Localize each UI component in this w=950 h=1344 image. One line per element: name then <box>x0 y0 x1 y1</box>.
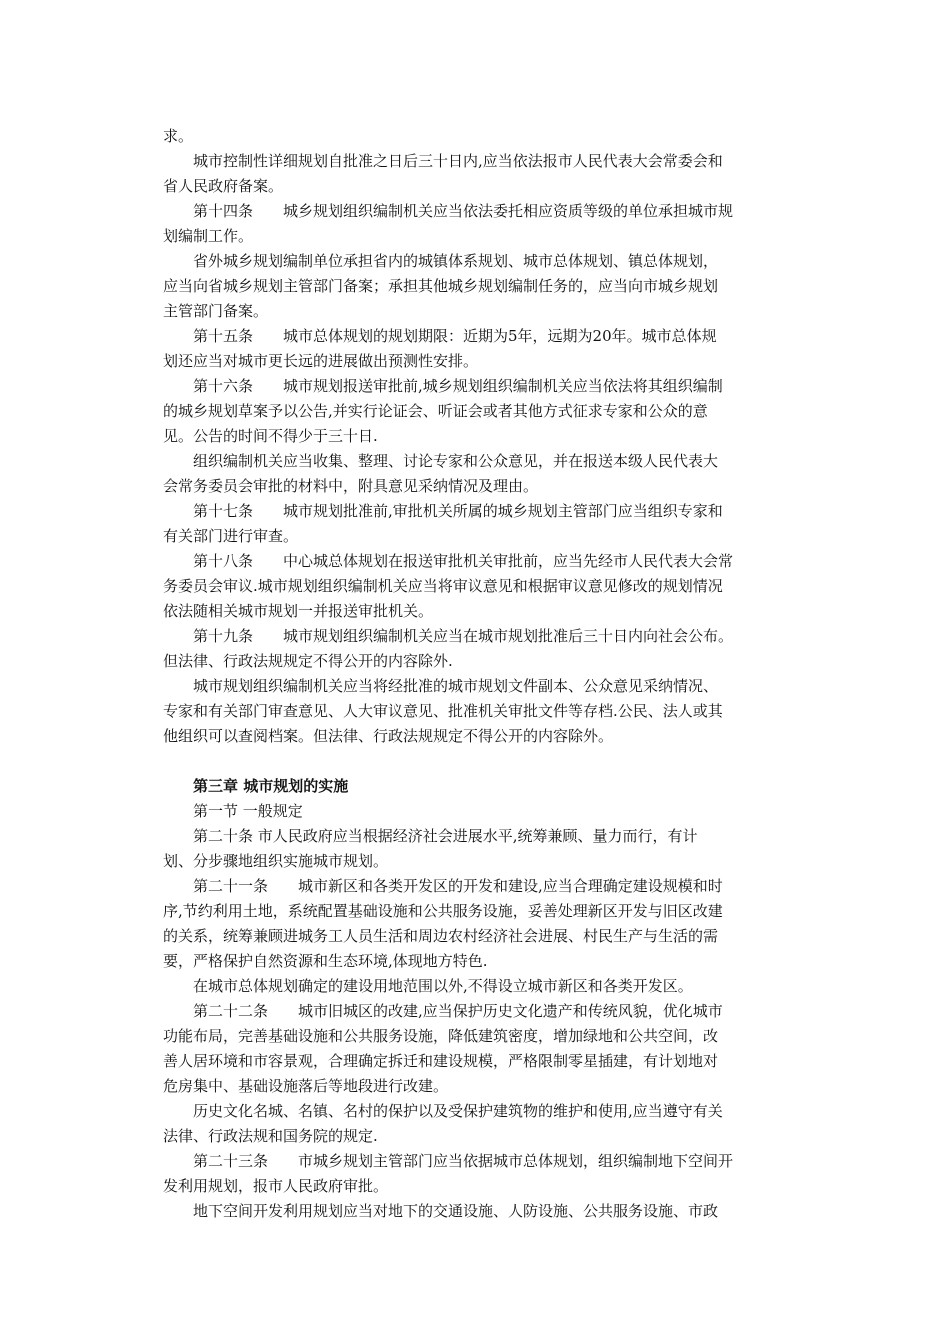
text-line: 划还应当对城市更长远的进展做出预测性安排。 <box>163 352 479 370</box>
paragraph-start: 地下空间开发利用规划应当对地下的交通设施、人防设施、公共服务设施、市政 <box>193 1202 719 1220</box>
section-heading: 第一节 一般规定 <box>193 802 303 820</box>
chapter-heading: 第三章 城市规划的实施 <box>193 777 349 795</box>
article-18: 第十八条 中心城总体规划在报送审批机关审批前，应当先经市人民代表大会常 <box>193 552 734 570</box>
text-line: 的关系，统筹兼顾进城务工人员生活和周边农村经济社会进展、村民生产与生活的需 <box>163 927 719 945</box>
article-23: 第二十三条 市城乡规划主管部门应当依据城市总体规划，组织编制地下空间开 <box>193 1152 734 1170</box>
text-line: 见。公告的时间不得少于三十日. <box>163 427 378 445</box>
article-15: 第十五条 城市总体规划的规划期限：近期为5年，远期为20年。城市总体规 <box>193 327 717 345</box>
text-line: 有关部门进行审查。 <box>163 527 299 545</box>
paragraph-start: 组织编制机关应当收集、整理、讨论专家和公众意见，并在报送本级人民代表大 <box>193 452 719 470</box>
section-gap <box>163 749 788 774</box>
article-20: 第二十条 市人民政府应当根据经济社会进展水平,统筹兼顾、量力而行，有计 <box>193 827 698 845</box>
text-line: 务委员会审议.城市规划组织编制机关应当将审议意见和根据审议意见修改的规划情况 <box>163 577 723 595</box>
text-line: 专家和有关部门审查意见、人大审议意见、批准机关审批文件等存档.公民、法人或其 <box>163 702 723 720</box>
article-14: 第十四条 城乡规划组织编制机关应当依法委托相应资质等级的单位承担城市规 <box>193 202 734 220</box>
text-line: 善人居环境和市容景观，合理确定拆迁和建设规模，严格限制零星插建，有计划地对 <box>163 1052 719 1070</box>
text-line: 序,节约利用土地，系统配置基础设施和公共服务设施，妥善处理新区开发与旧区改建 <box>163 902 723 920</box>
article-17: 第十七条 城市规划批准前,审批机关所属的城乡规划主管部门应当组织专家和 <box>193 502 723 520</box>
text-line: 的城乡规划草案予以公告,并实行论证会、听证会或者其他方式征求专家和公众的意 <box>163 402 708 420</box>
paragraph-start: 城市规划组织编制机关应当将经批准的城市规划文件副本、公众意见采纳情况、 <box>193 677 719 695</box>
paragraph-start: 在城市总体规划确定的建设用地范围以外,不得设立城市新区和各类开发区。 <box>193 977 693 995</box>
text-line: 省人民政府备案。 <box>163 177 284 195</box>
text-line: 要，严格保护自然资源和生态环境,体现地方特色. <box>163 952 488 970</box>
paragraph-start: 省外城乡规划编制单位承担省内的城镇体系规划、城市总体规划、镇总体规划， <box>193 252 719 270</box>
text-line: 功能布局，完善基础设施和公共服务设施，降低建筑密度，增加绿地和公共空间，改 <box>163 1027 719 1045</box>
text-line: 划编制工作。 <box>163 227 254 245</box>
article-16: 第十六条 城市规划报送审批前,城乡规划组织编制机关应当依法将其组织编制 <box>193 377 723 395</box>
text-line: 会常务委员会审批的材料中，附具意见采纳情况及理由。 <box>163 477 539 495</box>
text-line: 划、分步骤地组织实施城市规划。 <box>163 852 389 870</box>
text-line: 他组织可以查阅档案。但法律、行政法规规定不得公开的内容除外。 <box>163 727 614 745</box>
text-line: 主管部门备案。 <box>163 302 269 320</box>
paragraph-start: 历史文化名城、名镇、名村的保护以及受保护建筑物的维护和使用,应当遵守有关 <box>193 1102 723 1120</box>
article-22: 第二十二条 城市旧城区的改建,应当保护历史文化遗产和传统风貌，优化城市 <box>193 1002 723 1020</box>
text-line: 应当向省城乡规划主管部门备案；承担其他城乡规划编制任务的，应当向市城乡规划 <box>163 277 719 295</box>
text-line: 依法随相关城市规划一并报送审批机关。 <box>163 602 434 620</box>
paragraph-start: 城市控制性详细规划自批准之日后三十日内,应当依法报市人民代表大会常委会和 <box>193 152 723 170</box>
article-19: 第十九条 城市规划组织编制机关应当在城市规划批准后三十日内向社会公布。 <box>193 627 734 645</box>
text-line: 法律、行政法规和国务院的规定. <box>163 1127 378 1145</box>
article-21: 第二十一条 城市新区和各类开发区的开发和建设,应当合理确定建设规模和时 <box>193 877 723 895</box>
document-page <box>163 124 788 1224</box>
text-line: 发利用规划，报市人民政府审批。 <box>163 1177 389 1195</box>
text-line: 但法律、行政法规规定不得公开的内容除外. <box>163 652 453 670</box>
text-line: 求。 <box>163 127 194 145</box>
text-line: 危房集中、基础设施落后等地段进行改建。 <box>163 1077 449 1095</box>
